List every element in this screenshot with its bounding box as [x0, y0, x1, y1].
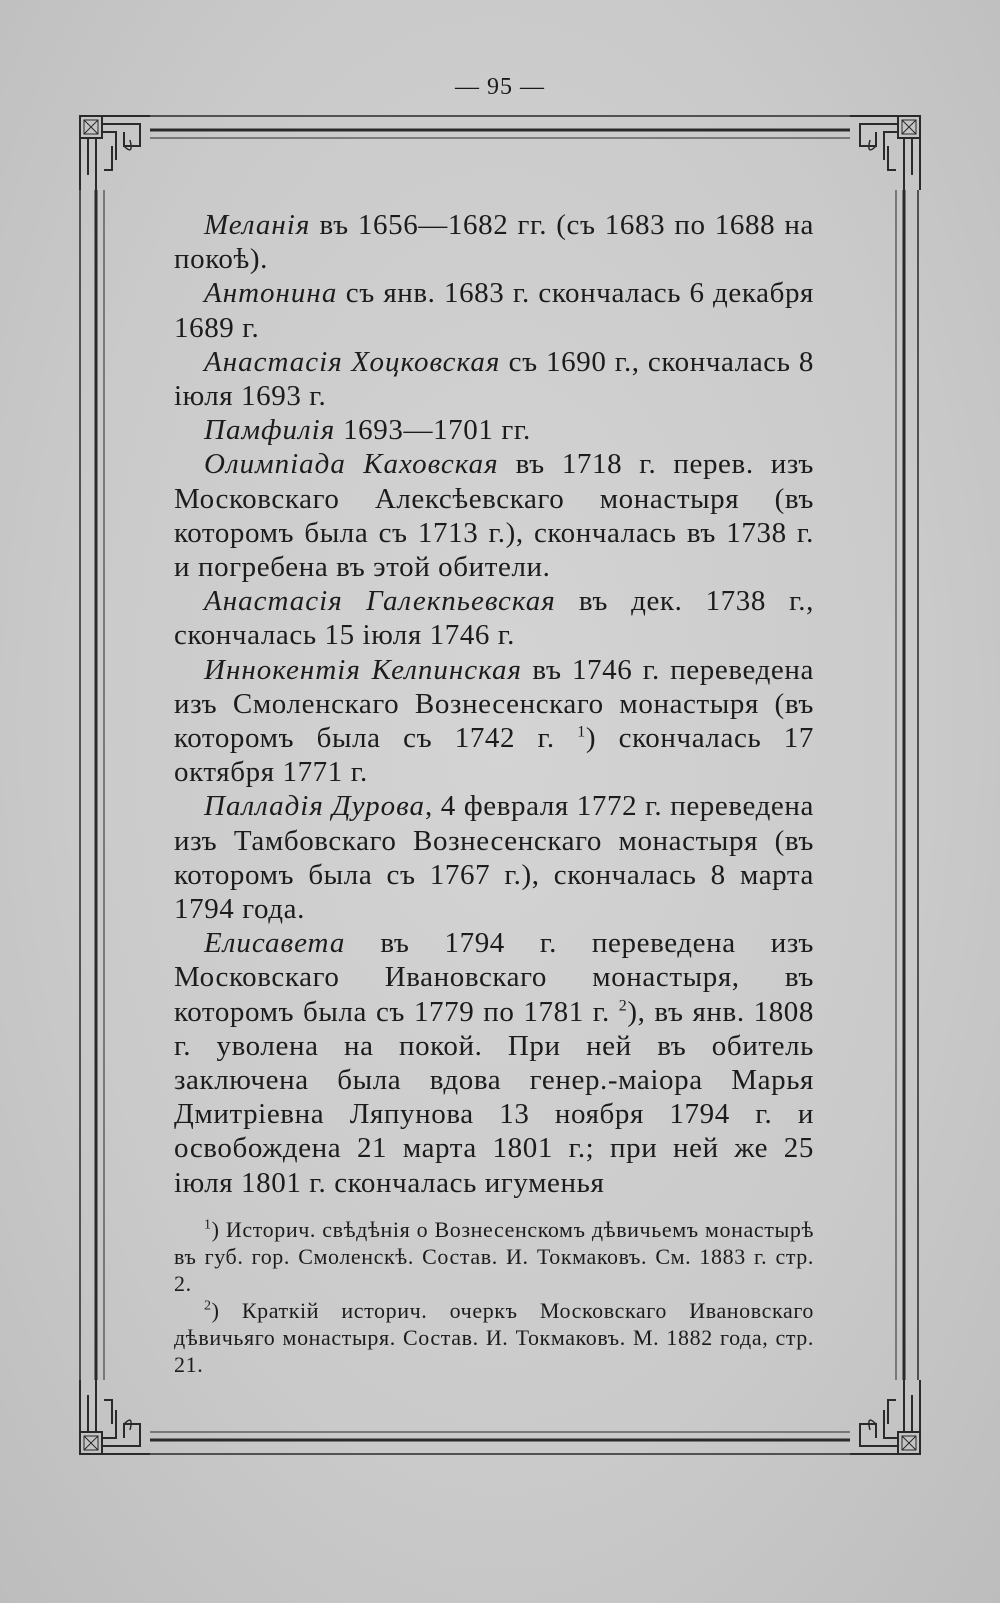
- entry-anastasia-khotskovskaya: [174, 345, 814, 413]
- entry-name: Елисавета: [204, 927, 346, 960]
- entry-name: Меланія: [204, 209, 311, 241]
- entry-text: , 4 февраля 1772 г. переведена изъ Тамбовскаго Вознесенскаго монастыря (въ которомъ была съ 1767 г.), скончалась 8 марта 1794 года.: [174, 790, 814, 926]
- entry-name: Анастасія Хоцковская: [204, 345, 501, 378]
- footnote-text: ) Краткій историч. очеркъ Московскаго Ивановскаго дѣвичьяго монастыря. Состав. И. Токмаковъ. М. 1882 года, стр. 21.: [174, 1297, 814, 1377]
- entry-text: въ 1656—1682 гг. (съ 1683 по 1688 на покоѣ).: [174, 209, 814, 276]
- entry-text: въ дек. 1738 г., скончалась 15 іюля 1746 г.: [174, 585, 814, 652]
- footnote-ref: 1: [577, 723, 586, 741]
- entry-name: Анастасія Галекпьевская: [204, 585, 556, 618]
- footnote-mark: 2: [204, 1298, 212, 1314]
- entry-anastasia-galekpevskaya: [174, 584, 814, 652]
- footnotes: [174, 1216, 814, 1378]
- entry-text: съ 1690 г., скончалась 8 іюля 1693 г.: [174, 345, 814, 413]
- entry-text-continued: ), въ янв. 1808 г. уволена на покой. При ней въ обитель заключена была вдова генер.-маіора Марья Дмитріевна Ляпунова 13 ноября 1794 г. и освобождена 21 марта 1801 г.; при ней же 25 іюля 1801 г. скончалась игуменья: [174, 995, 814, 1199]
- entry-innokentia-kelpinskaya: [174, 653, 814, 790]
- entry-pamfilia: [174, 413, 814, 447]
- entry-text: 1693—1701 гг.: [335, 414, 531, 447]
- entry-name: Иннокентія Келпинская: [204, 653, 522, 686]
- entry-antonina: [174, 276, 814, 344]
- entry-name: Палладія Дурова: [204, 790, 425, 823]
- entry-text: въ 1746 г. переведена изъ Смоленскаго Вознесенскаго монастыря (въ которомъ была съ 1742 г.: [174, 653, 814, 755]
- entry-text: съ янв. 1683 г. скончалась 6 декабря 1689 г.: [174, 277, 814, 344]
- entry-melania: [174, 208, 814, 276]
- entry-text: въ 1794 г. переведена изъ Московскаго Ивановскаго монастыря, въ которомъ была съ 1779 по 1781 г.: [174, 927, 814, 1028]
- page-number: — 95 —: [455, 74, 545, 100]
- entry-olimpiada-kakhovskaya: [174, 447, 814, 584]
- footnote-mark: 1: [204, 1217, 212, 1233]
- entry-palladia-durova: [174, 789, 814, 926]
- entry-name: Олимпіада Каховская: [204, 448, 499, 481]
- footnote-text: ) Историч. свѣдѣнія о Вознесенскомъ дѣвичьемъ монастырѣ въ губ. гор. Смоленскѣ. Состав. И. Токмаковъ. См. 1883 г. стр. 2.: [174, 1216, 814, 1296]
- entry-name: Памфилія: [204, 414, 336, 447]
- entry-text: въ 1718 г. перев. изъ Московскаго Алексѣевскаго монастыря (въ которомъ была съ 1713 г.), скончалась въ 1738 г. и погребена въ этой обители.: [174, 448, 814, 584]
- text-column: [174, 208, 814, 1378]
- entry-elisaveta: [174, 926, 814, 1200]
- footnote-ref: 2: [618, 997, 628, 1015]
- footnote-1: [174, 1216, 814, 1297]
- entry-name: Антонина: [204, 277, 338, 310]
- entry-text-continued: ) скончалась 17 октября 1771 г.: [174, 722, 814, 789]
- footnote-2: [174, 1297, 814, 1378]
